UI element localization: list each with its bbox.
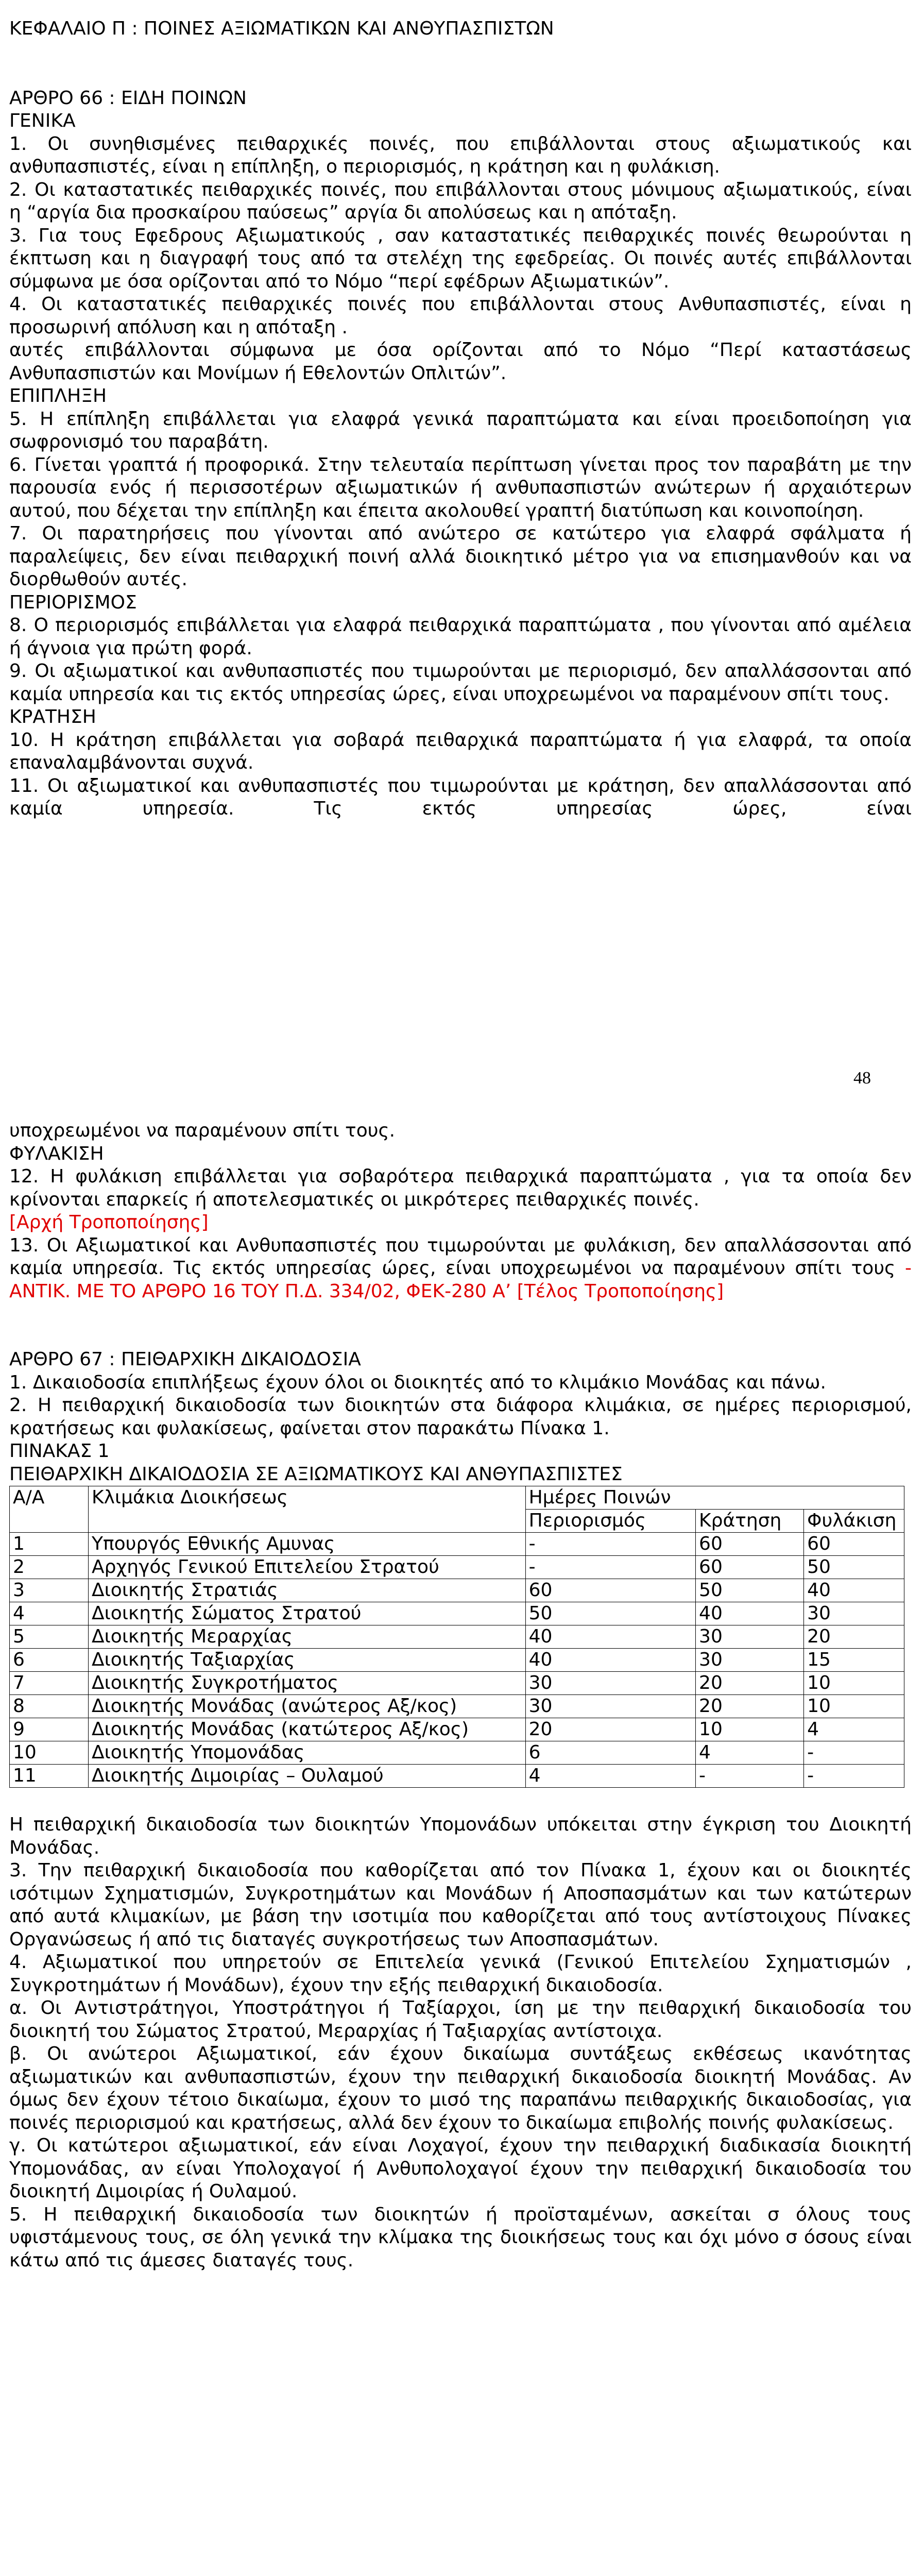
table-row xyxy=(10,1649,904,1672)
cell-rank: Υπουργός Εθνικής Αμυνας xyxy=(88,1533,525,1556)
heading-fylakisi: ΦΥΛΑΚΙΣΗ xyxy=(9,1143,104,1164)
cell-kratisi: 20 xyxy=(696,1695,804,1718)
header-klimakia: Κλιμάκια Διοικήσεως xyxy=(88,1486,525,1533)
page-48-content xyxy=(9,18,912,821)
cell-kratisi: 30 xyxy=(696,1625,804,1649)
paragraph-9: 9. Οι αξιωματικοί και ανθυπασπιστές που τιμωρούνται με περιορισμό, δεν απαλλάσσονται από καμία υπηρεσία και τις εκτός υπηρεσίας ώρες, είναι υποχρεωμένοι να παραμένουν σπίτι τους. xyxy=(9,660,912,705)
table-row xyxy=(10,1579,904,1602)
cell-periorismos: 40 xyxy=(525,1649,695,1672)
heading-genika: ΓΕΝΙΚΑ xyxy=(9,110,76,131)
paragraph-11-cont: υποχρεωμένοι να παραμένουν σπίτι τους. xyxy=(9,1120,396,1141)
cell-kratisi: - xyxy=(696,1765,804,1788)
cell-rank: Διοικητής Υπομονάδας xyxy=(88,1741,525,1765)
cell-periorismos: 30 xyxy=(525,1695,695,1718)
table-row xyxy=(10,1625,904,1649)
cell-periorismos: 50 xyxy=(525,1602,695,1625)
amendment-start: [Αρχή Τροποποίησης] xyxy=(9,1212,209,1233)
paragraph-2: 2. Οι καταστατικές πειθαρχικές ποινές, που επιβάλλονται στους μόνιμους αξιωματικούς, είναι η “αργία δια προσκαίρου παύσεως” αργία δι απολύσεως και η απόταξη. xyxy=(9,179,912,223)
paragraph-1: 1. Οι συνηθισμένες πειθαρχικές ποινές, που επιβάλλονται στους αξιωματικούς και ανθυπασπιστές, είναι η επίπληξη, ο περιορισμός, η κράτηση και η φυλάκιση. xyxy=(9,133,912,177)
article-67-paragraph-1: 1. Δικαιοδοσία επιπλήξεως έχουν όλοι οι διοικητές από το κλιμάκιο Μονάδας και πάνω. xyxy=(9,1371,826,1393)
paragraph-3: 3. Για τους Εφεδρους Αξιωματικούς , σαν καταστατικές πειθαρχικές ποινές θεωρούνται η έκπτωση και η διαγραφή τους από τα στελέχη της εφεδρείας. Οι ποινές αυτές επιβάλλονται σύμφωνα με όσα ορίζονται από το Νόμο “περί εφέδρων Αξιωματικών”. xyxy=(9,225,912,292)
cell-fylakisi: 60 xyxy=(804,1533,904,1556)
cell-periorismos: 4 xyxy=(525,1765,695,1788)
paragraph-4-cont: αυτές επιβάλλονται σύμφωνα με όσα ορίζονται από το Νόμο “Περί καταστάσεως Ανθυπασπιστών και Μονίμων ή Εθελοντών Οπλιτών”. xyxy=(9,340,912,384)
chapter-title: ΚΕΦΑΛΑΙΟ Π : ΠΟΙΝΕΣ ΑΞΙΩΜΑΤΙΚΩΝ ΚΑΙ ΑΝΘΥΠΑΣΠΙΣΤΩΝ xyxy=(9,18,554,39)
cell-index: 9 xyxy=(10,1718,89,1741)
paragraph-13 xyxy=(9,1234,912,1303)
cell-rank: Διοικητής Μεραρχίας xyxy=(88,1625,525,1649)
header-periorismos: Περιορισμός xyxy=(525,1510,695,1533)
table-caption: ΠΙΝΑΚΑΣ 1 xyxy=(9,1440,110,1462)
header-imeres: Ημέρες Ποινών xyxy=(525,1486,904,1510)
page-49-content xyxy=(9,1120,912,2272)
header-aa: Α/Α xyxy=(10,1486,89,1533)
paragraph-6: 6. Γίνεται γραπτά ή προφορικά. Στην τελευταία περίπτωση γίνεται προς τον παραβάτη με την παρουσία ενός ή περισσοτέρων αξιωματικών ή ανθυπασπιστών ανώτερων ή αρχαιότερων αυτού, που δέχεται την επίπληξη και έπειτα ακολουθεί γραπτή διατύπωση και κοινοποίηση. xyxy=(9,454,912,521)
cell-rank: Διοικητής Μονάδας (κατώτερος Αξ/κος) xyxy=(88,1718,525,1741)
header-kratisi: Κράτηση xyxy=(696,1510,804,1533)
paragraph-8: 8. Ο περιορισμός επιβάλλεται για ελαφρά πειθαρχικά παραπτώματα , που γίνονται από αμέλεια ή άγνοια για πρώτη φορά. xyxy=(9,615,912,659)
paragraph-7: 7. Οι παρατηρήσεις που γίνονται από ανώτερο σε κατώτερο για ελαφρά σφάλματα ή παραλείψεις, δεν είναι πειθαρχική ποινή αλλά διοικητικό μέτρο για να επισημανθούν και να διορθωθούν αυτές. xyxy=(9,523,912,590)
table-row xyxy=(10,1602,904,1625)
article-67-title: ΑΡΘΡΟ 67 : ΠΕΙΘΑΡΧΙΚΗ ΔΙΚΑΙΟΔΟΣΙΑ xyxy=(9,1349,361,1370)
cell-periorismos: 40 xyxy=(525,1625,695,1649)
cell-index: 8 xyxy=(10,1695,89,1718)
paragraph-12: 12. Η φυλάκιση επιβάλλεται για σοβαρότερα πειθαρχικά παραπτώματα , για τα οποία δεν κρίνονται επαρκείς ή αποτελεσματικές οι μικρότερες πειθαρχικές ποινές. xyxy=(9,1166,912,1210)
cell-kratisi: 20 xyxy=(696,1672,804,1695)
cell-kratisi: 60 xyxy=(696,1533,804,1556)
article-67-paragraph-4: 4. Αξιωματικοί που υπηρετούν σε Επιτελεία γενικά (Γενικού Επιτελείου Σχηματισμών , Συγκροτημάτων ή Μονάδων), έχουν την εξής πειθαρχική δικαιοδοσία. xyxy=(9,1952,912,1996)
cell-fylakisi: 30 xyxy=(804,1602,904,1625)
page-49 xyxy=(0,1079,924,2576)
amendment-note: - ΑΝΤΙΚ. ΜΕ ΤΟ ΑΡΘΡΟ 16 ΤΟΥ Π.Δ. 334/02, ΦΕΚ-280 Α’ [Τέλος Τροποποίησης] xyxy=(9,1258,912,1302)
cell-fylakisi: - xyxy=(804,1765,904,1788)
article-67-paragraph-4c: γ. Οι κατώτεροι αξιωματικοί, εάν είναι Λοχαγοί, έχουν την πειθαρχική διαδικασία διοικητή Υπομονάδας, αν είναι Υπολοχαγοί ή Ανθυπολοχαγοί έχουν την πειθαρχική δικαιοδοσία του διοικητή Διμοιρίας ή Ουλαμού. xyxy=(9,2135,912,2202)
cell-rank: Διοικητής Μονάδας (ανώτερος Αξ/κος) xyxy=(88,1695,525,1718)
cell-index: 2 xyxy=(10,1556,89,1579)
article-67-paragraph-4a: α. Οι Αντιστράτηγοι, Υποστράτηγοι ή Ταξίαρχοι, ίση με την πειθαρχική δικαιοδοσία του διοικητή του Σώματος Στρατού, Μεραρχίας ή Ταξιαρχίας αντίστοιχα. xyxy=(9,1997,912,2042)
table-row xyxy=(10,1556,904,1579)
page-48 xyxy=(0,0,924,1088)
cell-kratisi: 50 xyxy=(696,1579,804,1602)
subunit-approval-note: Η πειθαρχική δικαιοδοσία των διοικητών Υπομονάδων υπόκειται στην έγκριση του Διοικητή Μονάδας. xyxy=(9,1814,912,1858)
table-row xyxy=(10,1741,904,1765)
cell-index: 1 xyxy=(10,1533,89,1556)
cell-rank: Αρχηγός Γενικού Επιτελείου Στρατού xyxy=(88,1556,525,1579)
article-67-paragraph-4b: β. Οι ανώτεροι Αξιωματικοί, εάν έχουν δικαίωμα συντάξεως εκθέσεως ικανότητας αξιωματικών και ανθυπασπιστών, έχουν την πειθαρχική δικαιοδοσία διοικητή Μονάδας. Αν όμως δεν έχουν τέτοιο δικαίωμα, έχουν το μισό της παραπάνω πειθαρχικής δικαιοδοσίας, για ποινές περιορισμού και κρατήσεως, αλλά δεν έχουν το δικαίωμα επιβολής ποινής φυλακίσεως. xyxy=(9,2043,912,2133)
cell-fylakisi: 50 xyxy=(804,1556,904,1579)
cell-kratisi: 10 xyxy=(696,1718,804,1741)
table-row xyxy=(10,1533,904,1556)
penalties-table xyxy=(9,1486,904,1788)
paragraph-13-text: 13. Οι Αξιωματικοί και Ανθυπασπιστές που τιμωρούνται με φυλάκιση, δεν απαλλάσσονται από καμία υπηρεσία. Τις εκτός υπηρεσίας ώρες, είναι υποχρεωμένοι να παραμένουν σπίτι τους xyxy=(9,1234,912,1279)
cell-index: 7 xyxy=(10,1672,89,1695)
cell-periorismos: 30 xyxy=(525,1672,695,1695)
cell-rank: Διοικητής Σώματος Στρατού xyxy=(88,1602,525,1625)
cell-fylakisi: 20 xyxy=(804,1625,904,1649)
cell-periorismos: - xyxy=(525,1533,695,1556)
cell-index: 10 xyxy=(10,1741,89,1765)
paragraph-5: 5. Η επίπληξη επιβάλλεται για ελαφρά γενικά παραπτώματα και είναι προειδοποίηση για σωφρονισμό του παραβάτη. xyxy=(9,408,912,452)
article-66-title: ΑΡΘΡΟ 66 : ΕΙΔΗ ΠΟΙΝΩΝ xyxy=(9,87,247,109)
cell-fylakisi: 10 xyxy=(804,1695,904,1718)
heading-kratisi: ΚΡΑΤΗΣΗ xyxy=(9,706,96,727)
paragraph-11: 11. Οι αξιωματικοί και ανθυπασπιστές που τιμωρούνται με κράτηση, δεν απαλλάσσονται από καμία υπηρεσία. Τις εκτός υπηρεσίας ώρες, είναι xyxy=(9,775,912,819)
table-row xyxy=(10,1672,904,1695)
cell-rank: Διοικητής Συγκροτήματος xyxy=(88,1672,525,1695)
cell-fylakisi: 15 xyxy=(804,1649,904,1672)
cell-fylakisi: - xyxy=(804,1741,904,1765)
cell-index: 3 xyxy=(10,1579,89,1602)
page-number: 48 xyxy=(853,1069,871,1088)
cell-kratisi: 30 xyxy=(696,1649,804,1672)
heading-epiplixi: ΕΠΙΠΛΗΞΗ xyxy=(9,385,107,406)
article-67-paragraph-3: 3. Την πειθαρχική δικαιοδοσία που καθορίζεται από τον Πίνακα 1, έχουν και οι διοικητές ισότιμων Σχηματισμών, Συγκροτημάτων και Μονάδων ή Αποσπασμάτων και των κατώτερων από αυτά κλιμακίων, με βάση την ισοτιμία που καθορίζεται από τους αντίστοιχους Πίνακες Οργανώσεως ή από τις διαταγές συγκροτήσεως των Αποσπασμάτων. xyxy=(9,1860,912,1950)
table-title: ΠΕΙΘΑΡΧΙΚΗ ΔΙΚΑΙΟΔΟΣΙΑ ΣΕ ΑΞΙΩΜΑΤΙΚΟΥΣ ΚΑΙ ΑΝΘΥΠΑΣΠΙΣΤΕΣ xyxy=(9,1463,623,1485)
cell-periorismos: 60 xyxy=(525,1579,695,1602)
cell-fylakisi: 40 xyxy=(804,1579,904,1602)
table-row xyxy=(10,1765,904,1788)
article-67-paragraph-2: 2. Η πειθαρχική δικαιοδοσία των διοικητών στα διάφορα κλιμάκια, σε ημέρες περιορισμού, κρατήσεως και φυλακίσεως, φαίνεται στον παρακάτω Πίνακα 1. xyxy=(9,1395,912,1439)
cell-rank: Διοικητής Διμοιρίας – Ουλαμού xyxy=(88,1765,525,1788)
table-row xyxy=(10,1718,904,1741)
cell-kratisi: 40 xyxy=(696,1602,804,1625)
header-fylakisi: Φυλάκιση xyxy=(804,1510,904,1533)
cell-fylakisi: 10 xyxy=(804,1672,904,1695)
table-row xyxy=(10,1695,904,1718)
heading-periorismos: ΠΕΡΙΟΡΙΣΜΟΣ xyxy=(9,591,137,613)
cell-periorismos: - xyxy=(525,1556,695,1579)
cell-rank: Διοικητής Ταξιαρχίας xyxy=(88,1649,525,1672)
table-header-row xyxy=(10,1486,904,1510)
article-67-paragraph-5: 5. Η πειθαρχική δικαιοδοσία των διοικητών ή προϊσταμένων, ασκείται σ όλους τους υφιστάμενους τους, σε όλη γενικά την κλίμακα της διοικήσεως τους και όχι μόνο σ όσους είναι κάτω από τις άμεσες διαταγές τους. xyxy=(9,2204,912,2271)
cell-kratisi: 60 xyxy=(696,1556,804,1579)
cell-kratisi: 4 xyxy=(696,1741,804,1765)
cell-periorismos: 6 xyxy=(525,1741,695,1765)
cell-rank: Διοικητής Στρατιάς xyxy=(88,1579,525,1602)
cell-periorismos: 20 xyxy=(525,1718,695,1741)
paragraph-10: 10. Η κράτηση επιβάλλεται για σοβαρά πειθαρχικά παραπτώματα ή για ελαφρά, τα οποία επαναλαμβάνονται συχνά. xyxy=(9,729,912,773)
paragraph-4: 4. Οι καταστατικές πειθαρχικές ποινές που επιβάλλονται στους Ανθυπασπιστές, είναι η προσωρινή απόλυση και η απόταξη . xyxy=(9,294,912,338)
cell-index: 11 xyxy=(10,1765,89,1788)
cell-index: 4 xyxy=(10,1602,89,1625)
cell-index: 5 xyxy=(10,1625,89,1649)
cell-index: 6 xyxy=(10,1649,89,1672)
cell-fylakisi: 4 xyxy=(804,1718,904,1741)
